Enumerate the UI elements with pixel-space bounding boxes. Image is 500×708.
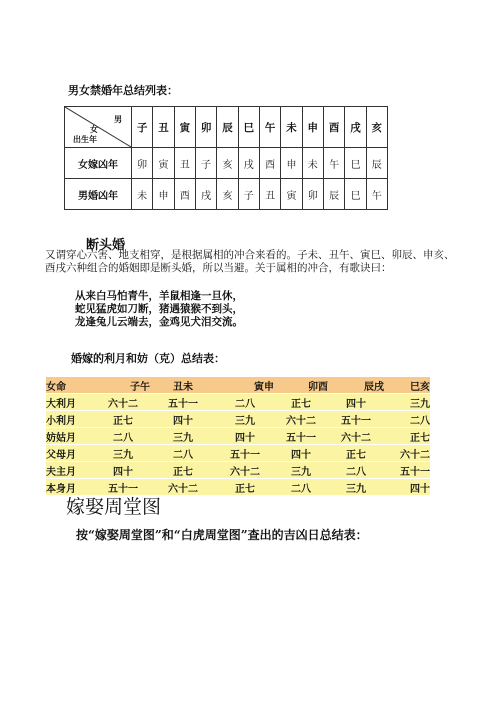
- row-label: 父母月: [46, 445, 96, 462]
- branch-header: 丑: [153, 107, 174, 148]
- branch-header: 巳: [238, 107, 259, 148]
- table-cell: 巳: [345, 148, 366, 179]
- table2-title: 婚嫁的利月和妨（克）总结表：: [71, 352, 225, 365]
- row-label: 小利月: [46, 411, 96, 428]
- table-cell: 申: [281, 148, 302, 179]
- header-cell: 卯酉: [274, 377, 328, 394]
- table-cell: 正七: [96, 411, 150, 428]
- table-cell: 五十一: [216, 445, 274, 462]
- branch-header: 申: [302, 107, 323, 148]
- table-cell: 卯: [302, 179, 323, 210]
- table-cell: 正七: [384, 428, 430, 445]
- diagonal-header-cell: [65, 107, 132, 148]
- table-row: [46, 445, 430, 462]
- branch-header: 卯: [195, 107, 216, 148]
- row-label: 男婚凶年: [65, 179, 132, 210]
- table-cell: 三九: [96, 445, 150, 462]
- table-cell: 卯: [132, 148, 153, 179]
- table-cell: 二八: [150, 445, 216, 462]
- table-cell: 二八: [328, 462, 384, 479]
- table-cell: 二八: [96, 428, 150, 445]
- table-cell: 辰: [366, 148, 387, 179]
- marriage-month-table: [46, 377, 430, 495]
- table-cell: 丑: [259, 179, 280, 210]
- table-cell: 四十: [216, 428, 274, 445]
- table-row: [46, 462, 430, 479]
- branch-header: 酉: [323, 107, 344, 148]
- table-cell: 午: [366, 179, 387, 210]
- table-cell: 戌: [195, 179, 216, 210]
- table-cell: 子: [195, 148, 216, 179]
- row-label: 妨姑月: [46, 428, 96, 445]
- table-cell: 二八: [384, 411, 430, 428]
- table-cell: 寅: [281, 179, 302, 210]
- table-cell: 五十一: [328, 411, 384, 428]
- header-birth-year-label: 出生年: [73, 134, 97, 144]
- header-female-label: 女: [90, 124, 98, 134]
- branch-header: 戌: [345, 107, 366, 148]
- table-cell: 正七: [216, 479, 274, 496]
- section2-title: 断头婚: [86, 238, 126, 253]
- table-cell: 三九: [384, 394, 430, 411]
- table-cell: 三九: [274, 462, 328, 479]
- branch-header: 子: [132, 107, 153, 148]
- table-cell: 六十二: [274, 411, 328, 428]
- table-cell: 正七: [150, 462, 216, 479]
- table-cell: 四十: [150, 411, 216, 428]
- table-cell: 五十一: [274, 428, 328, 445]
- row-label: 本身月: [46, 479, 96, 496]
- table-cell: 六十二: [328, 428, 384, 445]
- table-cell: 三九: [216, 411, 274, 428]
- table1-header-row: [65, 107, 388, 148]
- branch-header: 亥: [366, 107, 387, 148]
- row-label: 女嫁凶年: [65, 148, 132, 179]
- table-cell: 三九: [150, 428, 216, 445]
- table-cell: 六十二: [216, 462, 274, 479]
- table-cell: 午: [323, 148, 344, 179]
- table-cell: 四十: [328, 394, 384, 411]
- section3-text: 按“嫁娶周堂图”和“白虎周堂图”查出的吉凶日总结表：: [76, 528, 368, 542]
- table-cell: 六十二: [384, 445, 430, 462]
- table-cell: 酉: [174, 179, 195, 210]
- forbidden-marriage-year-table: [64, 106, 388, 210]
- row-label: 夫主月: [46, 462, 96, 479]
- branch-header: 未: [281, 107, 302, 148]
- table1-title: 男女禁婚年总结列表：: [68, 84, 178, 97]
- header-cell: 寅申: [216, 377, 274, 394]
- table-row: [46, 428, 430, 445]
- branch-header: 寅: [174, 107, 195, 148]
- branch-header: 午: [259, 107, 280, 148]
- header-male-label: 男: [114, 114, 122, 124]
- table-row: [46, 394, 430, 411]
- table-cell: 寅: [153, 148, 174, 179]
- table-cell: 丑: [174, 148, 195, 179]
- table-cell: 五十一: [150, 394, 216, 411]
- table-cell: 四十: [274, 445, 328, 462]
- table-cell: 五十一: [96, 479, 150, 496]
- branch-header: 辰: [217, 107, 238, 148]
- poem-line: 龙逢兔儿云端去，金鸡见犬泪交流。: [75, 316, 243, 328]
- table1-row-male: [65, 179, 388, 210]
- table-cell: 四十: [96, 462, 150, 479]
- table1-row-female: [65, 148, 388, 179]
- table-cell: 二八: [274, 479, 328, 496]
- table2-header-row: [46, 377, 430, 394]
- header-cell: 女命: [46, 377, 96, 394]
- table-cell: 亥: [217, 148, 238, 179]
- poem-line: 从来白马怕青牛，羊鼠相逢一旦休，: [75, 290, 243, 302]
- table-row: [46, 411, 430, 428]
- table-cell: 辰: [323, 179, 344, 210]
- section2-paragraph: 又谓穿心六害、地支相穿，是根据属相的冲合来看的。子未、丑午、寅巳、卯辰、申亥、酉戌六种组合的婚姻即是断头婚，所以当避。关于属相的冲合，有歌诀曰：: [45, 249, 455, 274]
- header-cell: 辰戌: [328, 377, 384, 394]
- table-cell: 酉: [259, 148, 280, 179]
- table-cell: 申: [153, 179, 174, 210]
- row-label: 大利月: [46, 394, 96, 411]
- header-cell: 丑未: [150, 377, 216, 394]
- table-cell: 正七: [328, 445, 384, 462]
- table-cell: 五十一: [384, 462, 430, 479]
- poem-line: 蛇见猛虎如刀断，猪遇猿猴不到头，: [75, 303, 243, 315]
- table-cell: 未: [132, 179, 153, 210]
- table-cell: 四十: [384, 479, 430, 496]
- table-cell: 六十二: [150, 479, 216, 496]
- table-cell: 亥: [217, 179, 238, 210]
- section3-title: 嫁娶周堂图: [66, 496, 162, 518]
- table-cell: 戌: [238, 148, 259, 179]
- table-cell: 正七: [274, 394, 328, 411]
- table-cell: 子: [238, 179, 259, 210]
- table-cell: 六十二: [96, 394, 150, 411]
- table-cell: 二八: [216, 394, 274, 411]
- header-cell: 子午: [96, 377, 150, 394]
- table-cell: 巳: [345, 179, 366, 210]
- table-cell: 未: [302, 148, 323, 179]
- header-cell: 巳亥: [384, 377, 430, 394]
- table-cell: 三九: [328, 479, 384, 496]
